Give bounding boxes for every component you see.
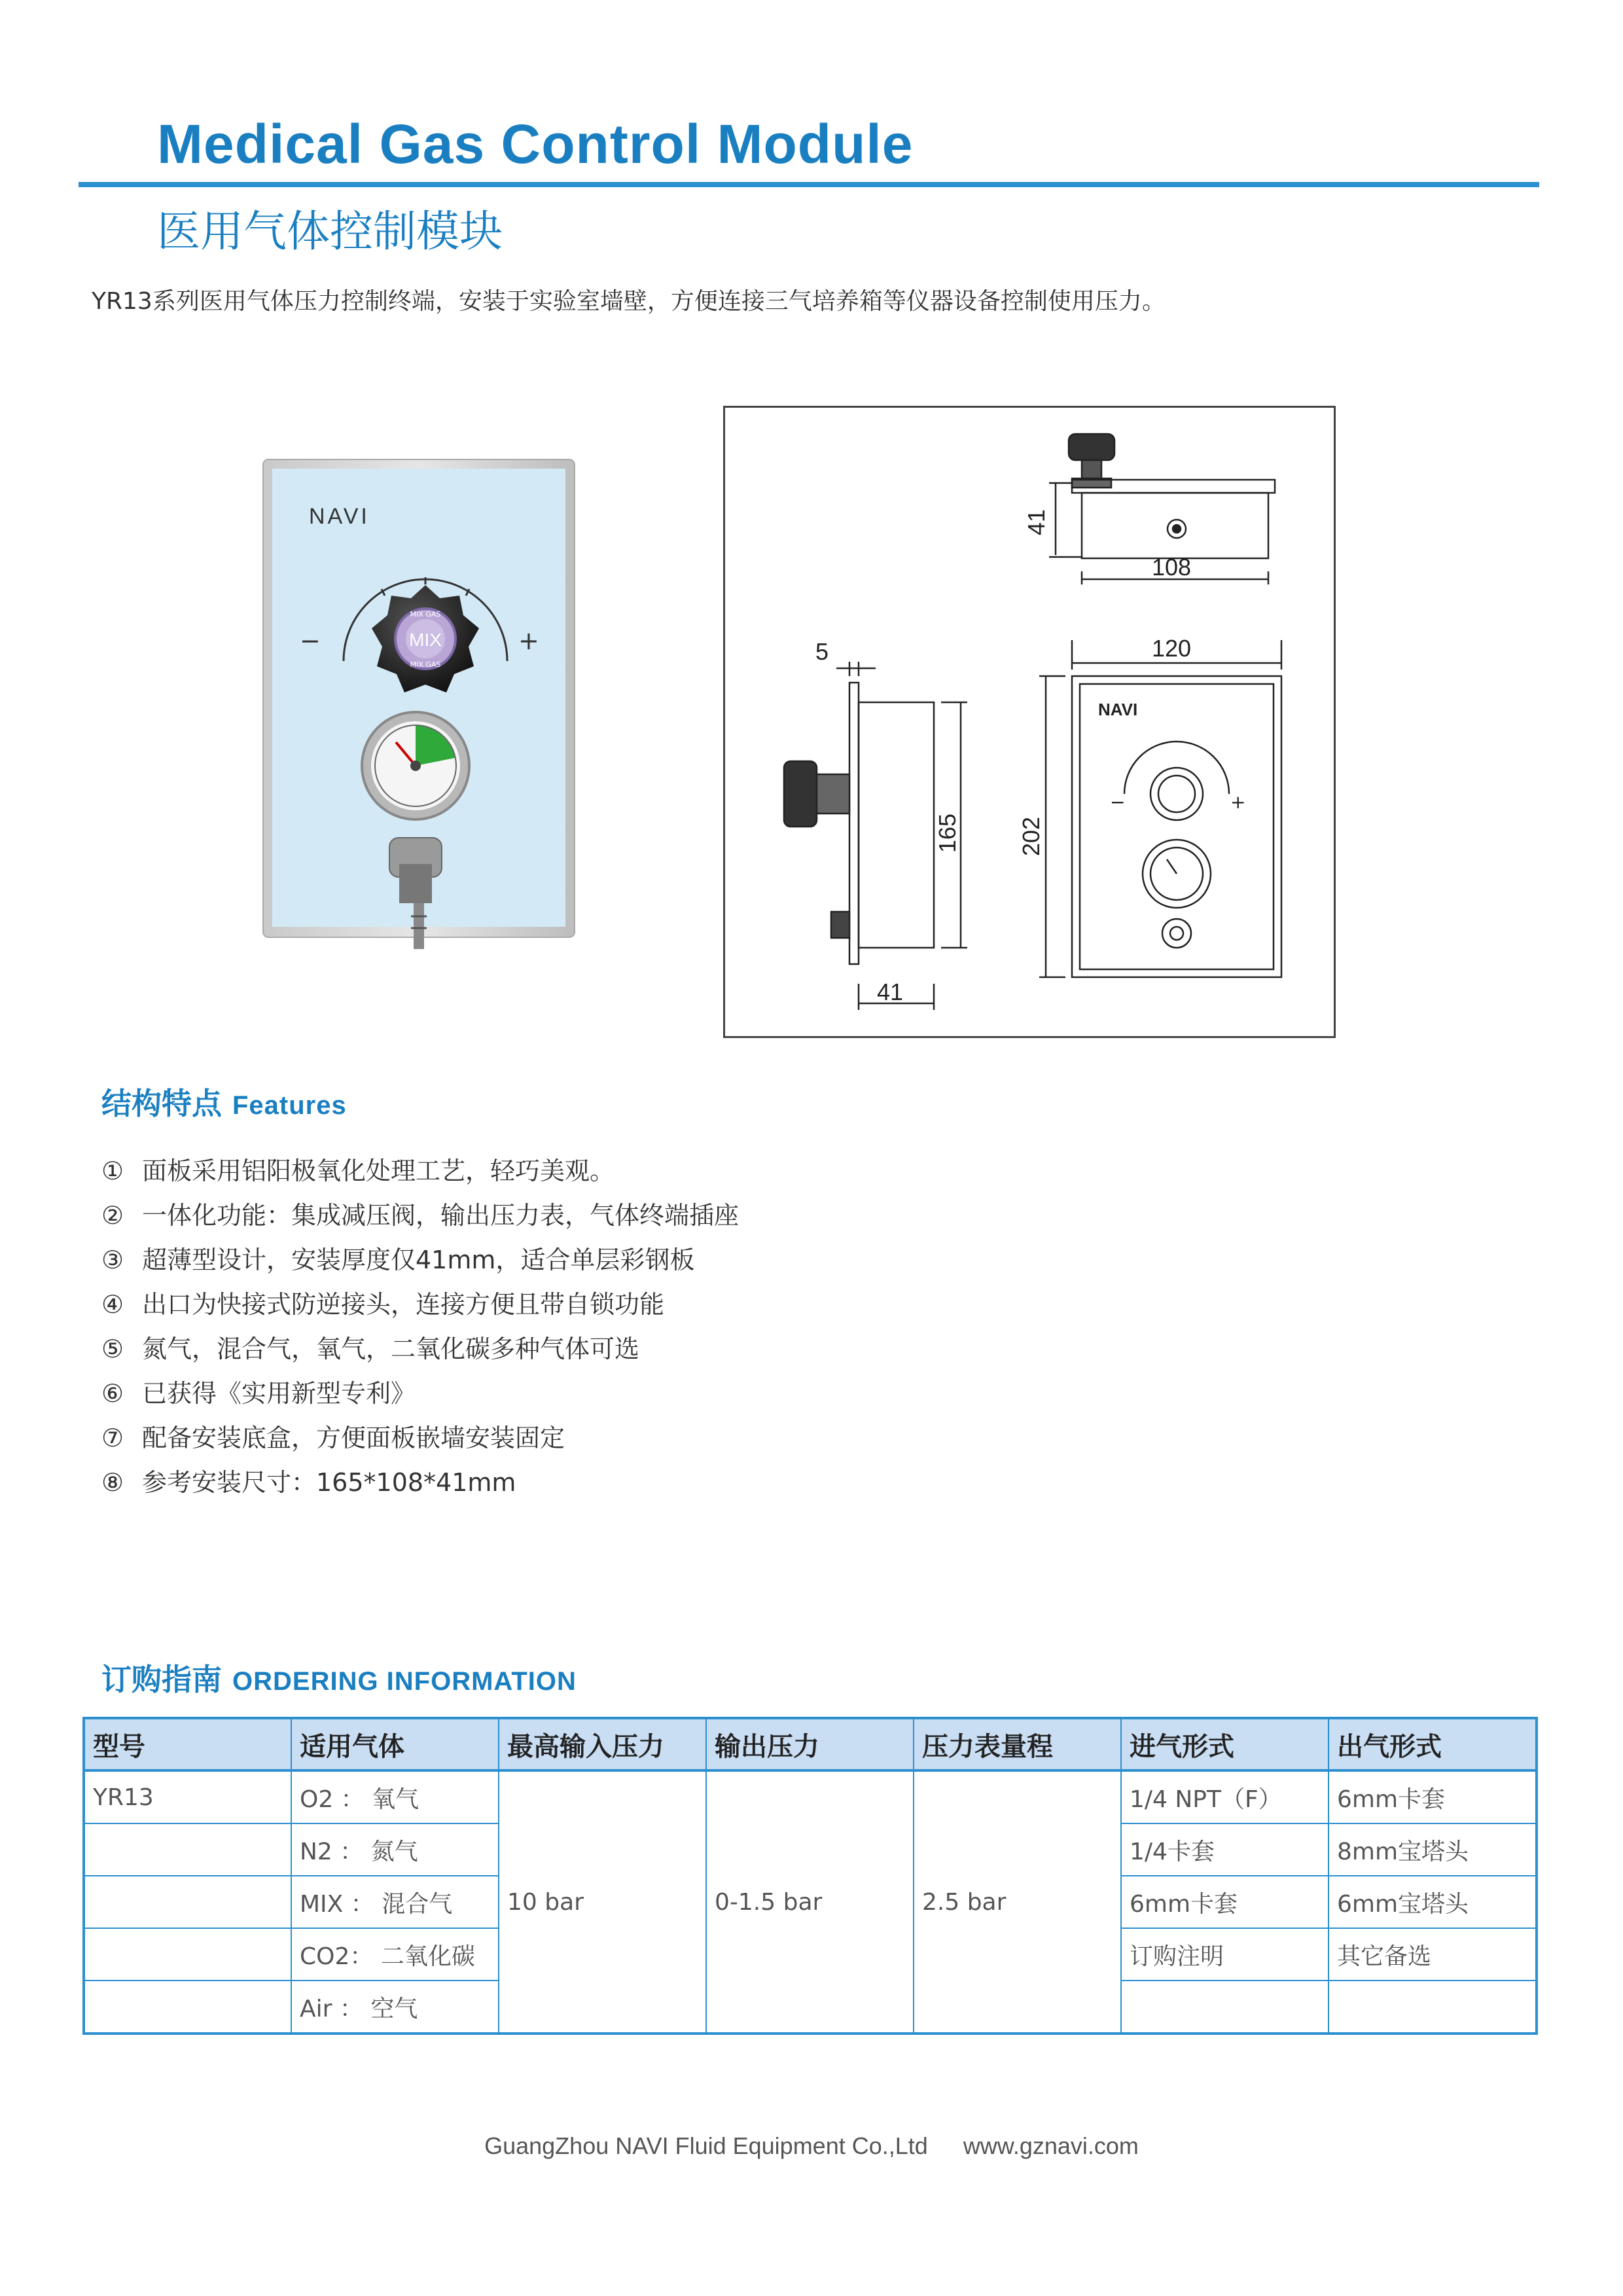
cell-output: 0-1.5 bar bbox=[706, 1770, 914, 2034]
feature-item: ⑤ 氮气，混合气，氧气，二氧化碳多种气体可选 bbox=[101, 1335, 640, 1363]
cell-inlet: 订购注明 bbox=[1121, 1928, 1329, 1981]
cell-gas: CO2： 二氧化碳 bbox=[291, 1928, 499, 1981]
feature-item: ① 面板采用铝阳极氧化处理工艺，轻巧美观。 bbox=[101, 1157, 615, 1185]
dim-top-height: 41 bbox=[1023, 509, 1050, 535]
feature-item: ④ 出口为快接式防逆接头，连接方便且带自锁功能 bbox=[101, 1290, 665, 1319]
ordering-table bbox=[82, 1717, 1538, 2035]
col-header-gas: 适用气体 bbox=[291, 1718, 499, 1770]
dim-top-width: 108 bbox=[1152, 554, 1192, 581]
features-list bbox=[101, 1149, 739, 1505]
cell-gas: O2 ： 氧气 bbox=[291, 1770, 499, 1823]
table-header-row bbox=[84, 1718, 1537, 1770]
cell-outlet: 6mm卡套 bbox=[1329, 1770, 1537, 1823]
cell-model bbox=[84, 1981, 291, 2034]
feature-item: ⑧ 参考安装尺寸：165*108*41mm bbox=[101, 1468, 516, 1497]
knob-ring-text: MIX GAS bbox=[410, 610, 441, 619]
col-header-inlet: 进气形式 bbox=[1121, 1718, 1329, 1770]
dim-front-width: 120 bbox=[1152, 635, 1192, 662]
features-heading bbox=[101, 1080, 347, 1123]
cell-outlet bbox=[1329, 1981, 1537, 2034]
col-header-model: 型号 bbox=[84, 1718, 291, 1770]
col-header-outlet: 出气形式 bbox=[1329, 1718, 1537, 1770]
dial-minus: − bbox=[300, 626, 321, 655]
ordering-heading bbox=[101, 1656, 577, 1699]
footer-website[interactable]: www.gznavi.com bbox=[963, 2132, 1139, 2159]
feature-item: ⑥ 已获得《实用新型专利》 bbox=[101, 1379, 416, 1408]
feature-item: ② 一体化功能：集成减压阀，输出压力表，气体终端插座 bbox=[101, 1201, 740, 1230]
intro-text: YR13系列医用气体压力控制终端，安装于实验室墙壁，方便连接三气培养箱等仪器设备控制使用压力。 bbox=[92, 288, 1166, 315]
cell-gas: Air ： 空气 bbox=[291, 1981, 499, 2034]
cell-model bbox=[84, 1928, 291, 1981]
front-plus: + bbox=[1230, 791, 1246, 813]
footer-company: GuangZhou NAVI Fluid Equipment Co.,Ltd bbox=[484, 2132, 928, 2159]
cell-outlet: 6mm宝塔头 bbox=[1329, 1876, 1537, 1928]
footer bbox=[0, 2132, 1623, 2160]
cell-inlet bbox=[1121, 1981, 1329, 2034]
col-header-max-input: 最高输入压力 bbox=[499, 1718, 706, 1770]
dim-side-depth: 41 bbox=[877, 978, 904, 1005]
cell-outlet: 8mm宝塔头 bbox=[1329, 1823, 1537, 1876]
cell-model bbox=[84, 1876, 291, 1928]
cell-model bbox=[84, 1823, 291, 1876]
knob-label: MIX bbox=[409, 630, 442, 650]
ordering-heading-en: ORDERING INFORMATION bbox=[232, 1667, 577, 1696]
cell-inlet: 6mm卡套 bbox=[1121, 1876, 1329, 1928]
knob-ring-text-bottom: MIX GAS bbox=[410, 660, 441, 669]
dial-plus: + bbox=[518, 626, 539, 655]
cell-gas: N2 ： 氮气 bbox=[291, 1823, 499, 1876]
ordering-heading-cn: 订购指南 bbox=[101, 1662, 222, 1697]
dim-front-height: 202 bbox=[1018, 816, 1044, 856]
cell-inlet: 1/4卡套 bbox=[1121, 1823, 1329, 1876]
cell-gas: MIX ： 混合气 bbox=[291, 1876, 499, 1928]
title-divider bbox=[79, 182, 1539, 187]
dimension-drawing bbox=[723, 406, 1336, 1038]
col-header-gauge-range: 压力表量程 bbox=[914, 1718, 1121, 1770]
front-minus: − bbox=[1110, 791, 1126, 813]
features-heading-cn: 结构特点 bbox=[101, 1086, 222, 1121]
cell-max-input: 10 bar bbox=[499, 1770, 706, 2034]
features-heading-en: Features bbox=[232, 1091, 347, 1120]
feature-item: ③ 超薄型设计，安装厚度仅41mm，适合单层彩钢板 bbox=[101, 1246, 695, 1274]
table-row bbox=[84, 1770, 1537, 1823]
product-photo bbox=[262, 458, 576, 949]
dim-side-height: 165 bbox=[934, 813, 961, 853]
front-brand: NAVI bbox=[1098, 700, 1138, 719]
cell-model: YR13 bbox=[84, 1770, 291, 1823]
cell-inlet: 1/4 NPT（F） bbox=[1121, 1770, 1329, 1823]
page-title-en: Medical Gas Control Module bbox=[157, 113, 914, 175]
panel-brand: NAVI bbox=[309, 504, 370, 529]
page-title-cn: 医用气体控制模块 bbox=[157, 206, 503, 257]
col-header-output: 输出压力 bbox=[706, 1718, 914, 1770]
dim-side-thickness: 5 bbox=[815, 638, 829, 665]
cell-gauge-range: 2.5 bar bbox=[914, 1770, 1121, 2034]
cell-outlet: 其它备选 bbox=[1329, 1928, 1537, 1981]
pressure-gauge bbox=[362, 712, 469, 819]
feature-item: ⑦ 配备安装底盒，方便面板嵌墙安装固定 bbox=[101, 1424, 565, 1452]
